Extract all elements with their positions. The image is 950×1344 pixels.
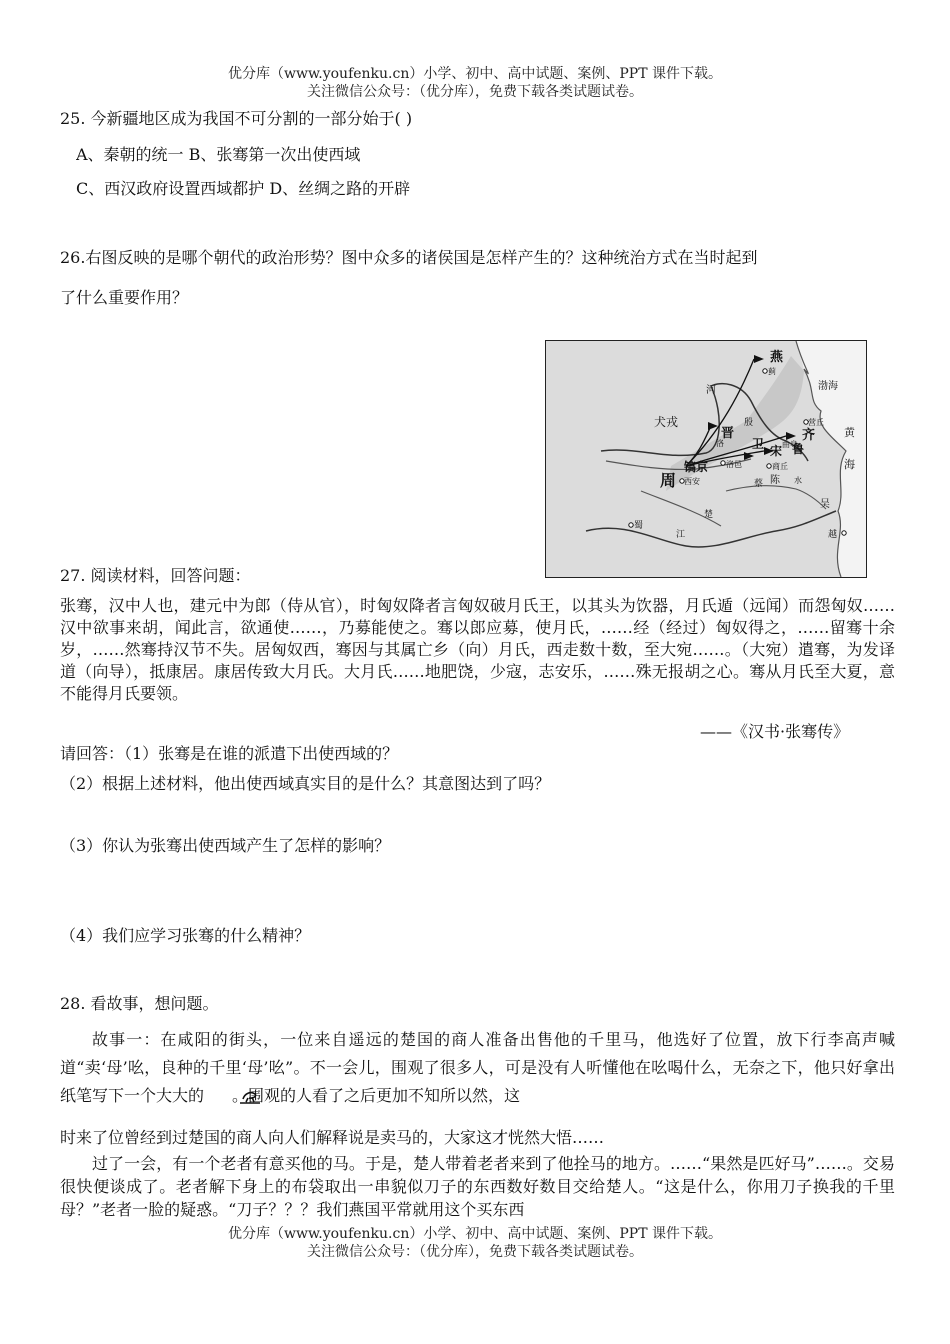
map-label-luo: 洛 [716,439,724,448]
map-label-qufu: 曲阜 [782,440,798,449]
map-label-jin: 晋 [721,426,735,441]
horse-glyph-icon [204,1088,232,1106]
map-label-yan: 燕 [770,350,784,365]
map-label-luoyi: 洛邑 [726,460,742,469]
question-28-story2: 过了一会，有一个老者有意买他的马。于是，楚人带着老者来到了他拴马的地方。……“果然是匹好马”……。交易很快便谈成了。老者解下身上的布袋取出一串貌似刀子的东西数好数目交给楚人。“这是什么，你用刀子换我的千里母？”老者一脸的疑惑。“刀子？？？我们燕国平常就用这个买东西 [60,1154,895,1219]
map-label-huang: 黄 [844,426,855,439]
map-label-yin: 殷 [744,418,754,428]
map-label-shangqiu: 商丘 [772,462,788,471]
map-label-he: 河 [706,385,716,396]
page-footer-line1: 优分库（www.youfenku.cn）小学、初中、高中试题、案例、PPT 课件下载。 [227,1226,722,1242]
page-footer-line2: 关注微信公众号：（优分库），免费下载各类试题试卷。 [307,1244,643,1260]
question-25-options-line1: A、秦朝的统一 B、张骞第一次出使西域 [76,145,361,164]
page-header-line2: 关注微信公众号：（优分库），免费下载各类试题试卷。 [307,84,643,100]
map-label-hao: 镐京 [684,460,709,474]
question-26-line2: 了什么重要作用？ [60,288,189,307]
western-zhou-map [545,340,867,578]
question-27-sub2: （2）根据上述材料，他出使西域真实目的是什么？其意图达到了吗？ [60,774,551,793]
question-27-sub3: （3）你认为张骞出使西域产生了怎样的影响？ [60,836,391,855]
map-label-wei: 卫 [752,437,765,451]
question-27-sub1: 请回答：（1）张骞是在谁的派遣下出使西域的？ [60,744,399,763]
story1-part1: 故事一：在咸阳的街头，一位来自遥远的楚国的商人准备出售他的千里马，他选好了位置，放下行李高声喊道“卖‘母’吆，良种的千里‘母’吆”。不一会儿，围观了很多人，可是没有人听懂他在吆喝什么，无奈之下，他只好拿出纸笔写下一个大大的 [60,1030,895,1105]
map-label-shui: 水 [794,476,802,485]
question-27-stem: 27. 阅读材料，回答问题： [60,566,251,585]
map-label-hai: 海 [844,458,855,471]
map-label-chen: 陈 [770,475,780,486]
question-27-sub4: （4）我们应学习张骞的什么精神？ [60,926,311,945]
question-28-stem: 28. 看故事，想问题。 [60,994,219,1013]
map-label-yue: 越 [828,530,838,540]
question-28-story1 [60,1026,895,1110]
question-27-material: 张骞，汉中人也，建元中为郎（侍从官），时匈奴降者言匈奴破月氏王，以其头为饮器，月氏遁（远闻）而怨匈奴……汉中欲事来胡，闻此言，欲通使……，乃募能使之。骞以郎应募，使月氏，……经（经过）匈奴得之，……留骞十余岁，……然骞持汉节不失。居匈奴西，骞因与其属亡乡（向）月氏，西走数十数，至大宛……。（大宛）遣骞，为发译道（向导），抵康居。康居传致大月氏。大月氏……地肥饶，少寇，志安乐，……殊无报胡之心。骞从月氏至大夏，意不能得月氏要领。 [60,596,895,703]
map-label-bohai: 渤海 [818,381,838,392]
map-label-yingqiu: 营丘 [808,418,824,427]
map-label-song: 宋 [770,444,783,458]
map-label-shu: 蜀 [634,521,644,531]
map-label-quanrong: 犬戎 [654,415,679,429]
page-header-line1: 优分库（www.youfenku.cn）小学、初中、高中试题、案例、PPT 课件下载。 [227,66,722,82]
map-label-chu: 楚 [704,510,714,520]
map-label-qi: 齐 [802,428,816,443]
map-label-ji: 蓟 [768,367,776,376]
map-label-zhou: 周 [660,471,677,490]
map-label-xian: 西安 [684,477,700,486]
map-label-cai: 蔡 [754,479,764,489]
question-27-source: ——《汉书·张骞传》 [700,722,850,741]
question-25-stem: 25. 今新疆地区成为我国不可分割的一部分始于( ) [60,109,413,128]
story1-part2: 。围观的人看了之后更加不知所以然，这 [232,1086,521,1105]
question-28-story1-end: 时来了位曾经到过楚国的商人向人们解释说是卖马的，大家这才恍然大悟…… [60,1128,605,1147]
map-label-jiang: 江 [676,530,686,540]
question-25-options-line2: C、西汉政府设置西域都护 D、丝绸之路的开辟 [76,179,411,198]
map-label-wu: 吴 [820,499,830,510]
question-26-line1: 26.右图反映的是哪个朝代的政治形势？图中众多的诸侯国是怎样产生的？这种统治方式在当时起到 [60,248,758,267]
map-label-lu: 鲁 [792,442,805,456]
